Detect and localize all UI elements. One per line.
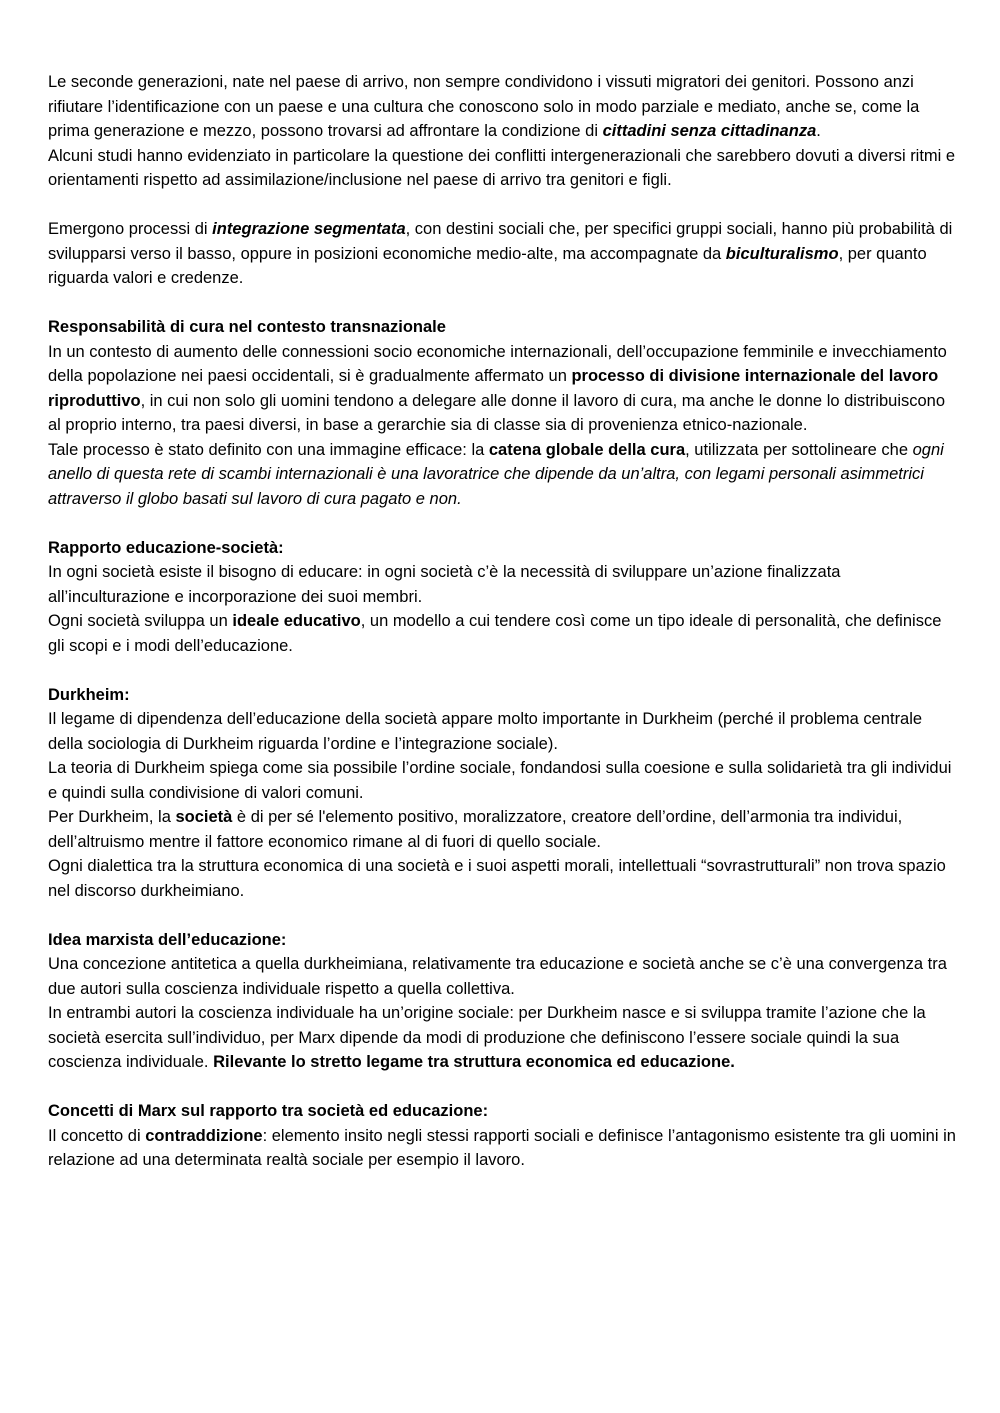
heading-marxist-idea: Idea marxista dell’educazione: (48, 930, 287, 949)
paragraph-global-care-chain: Tale processo è stato definito con una immagine efficace: la catena globale della cura, utilizzata per sottolineare che ogni anello di questa rete di scambi internazionali è una lavoratrice che dipende da un’altra, con legami personali asimmetrici attraverso il globo basati sul lavoro di cura pagato e non. (48, 440, 944, 508)
spacer (48, 658, 956, 683)
paragraph-second-generations: Le seconde generazioni, nate nel paese di arrivo, non sempre condividono i vissuti migratori dei genitori. Possono anzi rifiutare l’identificazione con un paese e una cultura che conoscono solo in modo parziale e mediato, anche se, come la prima generazione e mezzo, possono trovarsi ad affrontare la condizione di cittadini senza cittadinanza. (48, 73, 920, 140)
emphasis-integrazione-segmentata: integrazione segmentata (212, 220, 406, 238)
paragraph-contradiction: Il concetto di contraddizione: elemento insito negli stessi rapporti sociali e definisce l’antagonismo esistente tra gli uomini in relazione ad una determinata realtà sociale per esempio il lavoro. (48, 1126, 956, 1169)
paragraph-durkheim-dialectic: Ogni dialettica tra la struttura economica di una società e i suoi aspetti morali, intellettuali “sovrastrutturali” non trova spazio nel discorso durkheimiano. (48, 857, 946, 900)
paragraph-educational-ideal: Ogni società sviluppa un ideale educativo, un modello a cui tendere così come un tipo ideale di personalità, che definisce gli scopi e i modi dell’educazione. (48, 612, 942, 655)
emphasis-catena-globale: catena globale della cura (488, 440, 686, 459)
paragraph-durkheim-society: Per Durkheim, la società è di per sé l'elemento positivo, moralizzatore, creatore dell’ordine, dell’armonia tra individui, dell’altruismo mentre il fattore economico rimane al di fuori di quello sociale. (48, 808, 903, 851)
paragraph-international-division: In un contesto di aumento delle connessioni socio economiche internazionali, dell’occupazione femminile e invecchiamento della popolazione nei paesi occidentali, si è gradualmente affermato un processo di divisione internazionale del lavoro riproduttivo, in cui non solo gli uomini tendono a delegare alle donne il lavoro di cura, ma anche le donne lo distribuiscono al proprio interno, tra paesi diversi, in base a gerarchie sia di classe sia di provenienza etnico-nazionale. (48, 342, 947, 434)
emphasis-biculturalismo: biculturalismo (725, 244, 839, 263)
paragraph-need-to-educate: In ogni società esiste il bisogno di educare: in ogni società c’è la necessità di sviluppare un’azione finalizzata all’inculturazione e incorporazione dei suoi membri. (48, 563, 841, 606)
paragraph-durkheim-dependence: Il legame di dipendenza dell’educazione della società appare molto importante in Durkheim (perché il problema centrale della sociologia di Durkheim riguarda l’ordine e l’integrazione sociale). (48, 710, 923, 753)
spacer (48, 193, 956, 218)
emphasis-ideale-educativo: ideale educativo (232, 612, 361, 630)
emphasis-processo-divisione: processo di divisione internazionale del lavoro riproduttivo (48, 367, 939, 410)
italic-quote: ogni anello di questa rete di scambi internazionali è una lavoratrice che dipende da un’altra, con legami personali asimmetrici attraverso il globo basati sul lavoro di cura pagato e non. (48, 440, 944, 508)
paragraph-segmented-integration: Emergono processi di integrazione segmentata, con destini sociali che, per specifici gruppi sociali, hanno più probabilità di svilupparsi verso il basso, oppure in posizioni economiche medio-alte, ma accompagnate da biculturalismo, per quanto riguarda valori e credenze. (48, 220, 953, 287)
spacer (48, 511, 956, 536)
paragraph-durkheim-theory: La teoria di Durkheim spiega come sia possibile l’ordine sociale, fondandosi sulla coesione e sulla solidarietà tra gli individui e quindi sulla condivisione di valori comuni. (48, 759, 952, 802)
emphasis-rilevante: Rilevante lo stretto legame tra struttura economica ed educazione. (213, 1053, 735, 1071)
emphasis-contraddizione: contraddizione (145, 1126, 263, 1145)
document-page (48, 70, 956, 1173)
emphasis-societa: società (175, 808, 233, 826)
heading-education-society: Rapporto educazione-società: (48, 538, 284, 557)
paragraph-intergenerational-conflicts: Alcuni studi hanno evidenziato in particolare la questione dei conflitti intergenerazionali che sarebbero dovuti a diversi ritmi e orientamenti rispetto ad assimilazione/inclusione nel paese di arrivo tra genitori e figli. (48, 146, 956, 189)
heading-marx-concepts: Concetti di Marx sul rapporto tra società ed educazione: (48, 1102, 489, 1120)
emphasis-cittadini: cittadini senza cittadinanza (602, 122, 817, 140)
spacer (48, 1075, 956, 1100)
spacer (48, 291, 956, 316)
paragraph-antithetical-conception: Una concezione antitetica a quella durkheimiana, relativamente tra educazione e società anche se c’è una convergenza tra due autori sulla coscienza individuale rispetto a quella collettiva. (48, 955, 947, 998)
heading-durkheim: Durkheim: (48, 685, 130, 704)
spacer (48, 903, 956, 928)
heading-care-responsibility: Responsabilità di cura nel contesto transnazionale (48, 318, 446, 336)
paragraph-individual-conscience: In entrambi autori la coscienza individuale ha un’origine sociale: per Durkheim nasce e si sviluppa tramite l’azione che la società esercita sull’individuo, per Marx dipende da modi di produzione che definiscono l’essere sociale quindi la sua coscienza individuale. Rilevante lo stretto legame tra struttura economica ed educazione. (48, 1004, 926, 1071)
